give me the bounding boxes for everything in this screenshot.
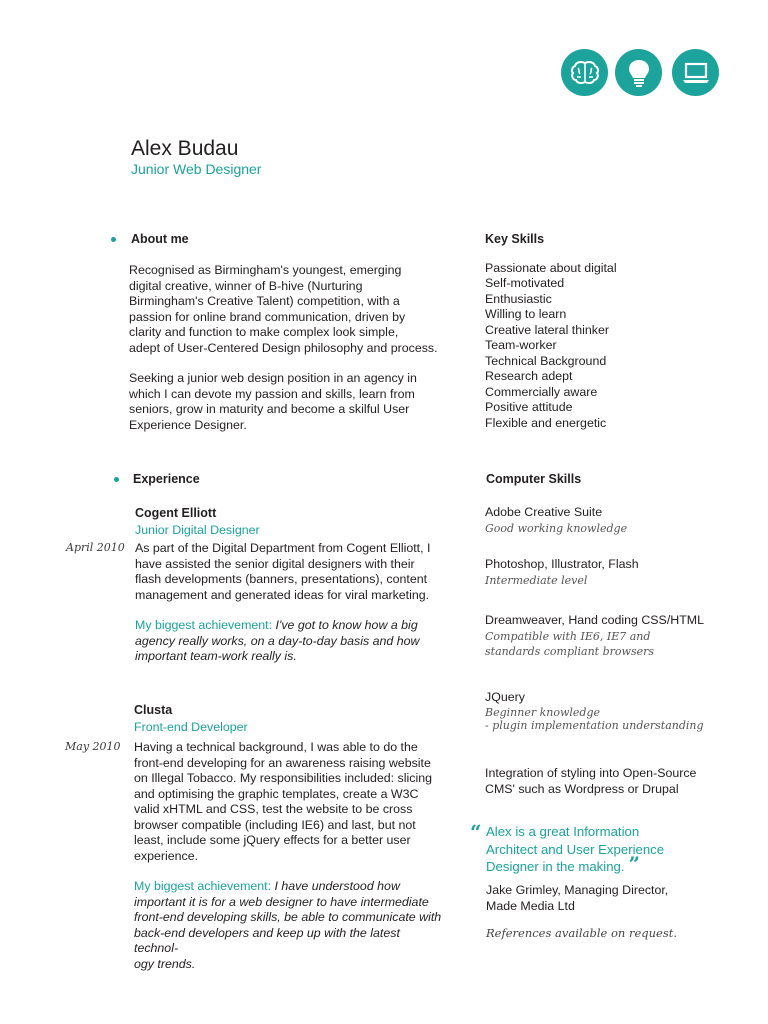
candidate-title: Junior Web Designer [131,161,262,177]
text-line: Architect and User Experience [486,841,665,857]
testimonial-quote [486,823,716,876]
about-heading: About me [131,232,189,246]
close-quote-mark: ” [628,852,641,876]
computer-skill [485,690,704,732]
text-line: back-end developers and keep up with the latest technol- [134,925,400,955]
job-role: Front-end Developer [134,720,248,734]
text-line: Alex is a great Information [486,824,640,839]
skill-item: Self-motivated [485,276,565,291]
text-line: seniors, grow in maturity and become a skilful User [129,402,410,416]
job-company: Clusta [134,703,173,717]
about-paragraph-1 [129,263,449,356]
text-line: Jake Grimley, Managing Director, [486,883,669,897]
job-date: May 2010 [65,740,121,753]
skill-level: Compatible with IE6, IE7 and [485,630,651,643]
about-bullet [111,237,116,242]
text-line: Seeking a junior web design position in an agency in [129,371,417,385]
skill-item: Positive attitude [485,400,573,415]
skill-name: JQuery [485,690,525,704]
open-quote-mark: “ [470,820,482,844]
skill-name: Photoshop, Illustrator, Flash [485,557,639,571]
text-line: As part of the Digital Department from Cogent Elliott, I [135,541,431,555]
text-line: on Illegal Tobacco. My responsibilities included: slicing [134,771,432,785]
job-description [134,740,434,864]
text-line: browser compatible (including IE6) and last, but not [134,817,416,832]
computer-skill [485,613,704,659]
experience-bullet [114,477,119,482]
achievement-label: My biggest achievement: [135,618,273,632]
job-company: Cogent Elliott [135,506,217,520]
key-skills-list [485,261,617,431]
skill-level: Intermediate level [485,574,588,587]
skill-item: Research adept [485,369,573,384]
computer-skill [485,557,639,588]
text-line: front-end developing skills, be able to communicate with [134,910,442,924]
text-line [486,852,716,876]
about-paragraph-2 [129,371,449,433]
candidate-name: Alex Budau [131,137,239,160]
text-line: Having a technical background, I was able to do the [134,740,418,754]
job-description [135,541,435,603]
lightbulb-icon [628,59,650,87]
skill-item: Team-worker [485,338,557,353]
skill-item: Flexible and energetic [485,415,607,430]
text-line: Birmingham's Creative Talent) competition, with a [129,294,400,308]
text-line: passion for online brand communication, driven by [129,309,406,324]
job-achievement [134,879,444,972]
skill-name: Integration of styling into Open-Source [485,766,697,780]
brain-icon-badge [561,49,608,96]
key-skills-heading: Key Skills [485,232,545,246]
skill-level: - plugin implementation understanding [485,719,704,732]
text-line: Experience Designer. [129,417,247,432]
experience-heading: Experience [133,472,200,486]
laptop-icon [682,62,710,84]
laptop-icon-badge [672,49,719,96]
text-line: Made Media Ltd [486,898,575,913]
references-note: References available on request. [486,926,678,940]
skill-name: CMS' such as Wordpress or Drupal [485,781,679,796]
skill-item: Enthusiastic [485,291,552,306]
skill-item: Commercially aware [485,384,598,399]
quote-text: Designer in the making. [486,859,625,874]
computer-skill [485,766,696,797]
testimonial-author [486,883,668,914]
skill-level: Beginner knowledge [485,706,600,719]
text-line: experience. [134,848,199,863]
text-line: clarity and function to make complex look simple, [129,325,399,339]
text-line: management and generated ideas for viral marketing. [135,587,430,602]
skill-item: Technical Background [485,353,607,368]
job-date: April 2010 [66,541,125,554]
text-line: least, include some jQuery effects for a better user [134,833,411,847]
text-line: important team-work really is. [135,649,297,663]
text-line: I've got to know how a big [275,618,418,632]
text-line: digital creative, winner of B-hive (Nurturing [129,278,363,293]
text-line: and optimising the graphic templates, create a W3C [134,786,419,801]
text-line: Recognised as Birmingham's youngest, emerging [129,263,402,277]
skill-level: Good working knowledge [485,522,628,535]
skill-name: Dreamweaver, Hand coding CSS/HTML [485,613,704,627]
achievement-label: My biggest achievement: [134,879,272,893]
skill-level: standards compliant browsers [485,645,654,658]
text-line: front-end developing for an awareness raising website [134,755,431,770]
text-line: agency really works, on a day-to-day basis and how [135,633,420,648]
job-role: Junior Digital Designer [135,523,260,537]
skill-name: Adobe Creative Suite [485,505,603,519]
job-achievement [135,618,435,665]
computer-skill [485,505,627,536]
text-line: flash developments (banners, presentations), content [135,572,428,586]
text-line: I have understood how [274,879,400,893]
lightbulb-icon-badge [615,49,662,96]
text-line: adept of User-Centered Design philosophy and process. [129,340,438,355]
skill-item: Creative lateral thinker [485,322,609,337]
text-line: important it is for a web designer to have intermediate [134,894,429,909]
computer-skills-heading: Computer Skills [486,472,582,486]
skill-item: Passionate about digital [485,261,617,275]
brain-icon [570,60,600,86]
text-line: valid xHTML and CSS, test the website to be cross [134,802,413,816]
text-line: which I can devote my passion and skills, learn from [129,386,415,401]
text-line: have assisted the senior digital designers with their [135,556,415,571]
skill-item: Willing to learn [485,307,567,322]
text-line: ogy trends. [134,956,196,971]
